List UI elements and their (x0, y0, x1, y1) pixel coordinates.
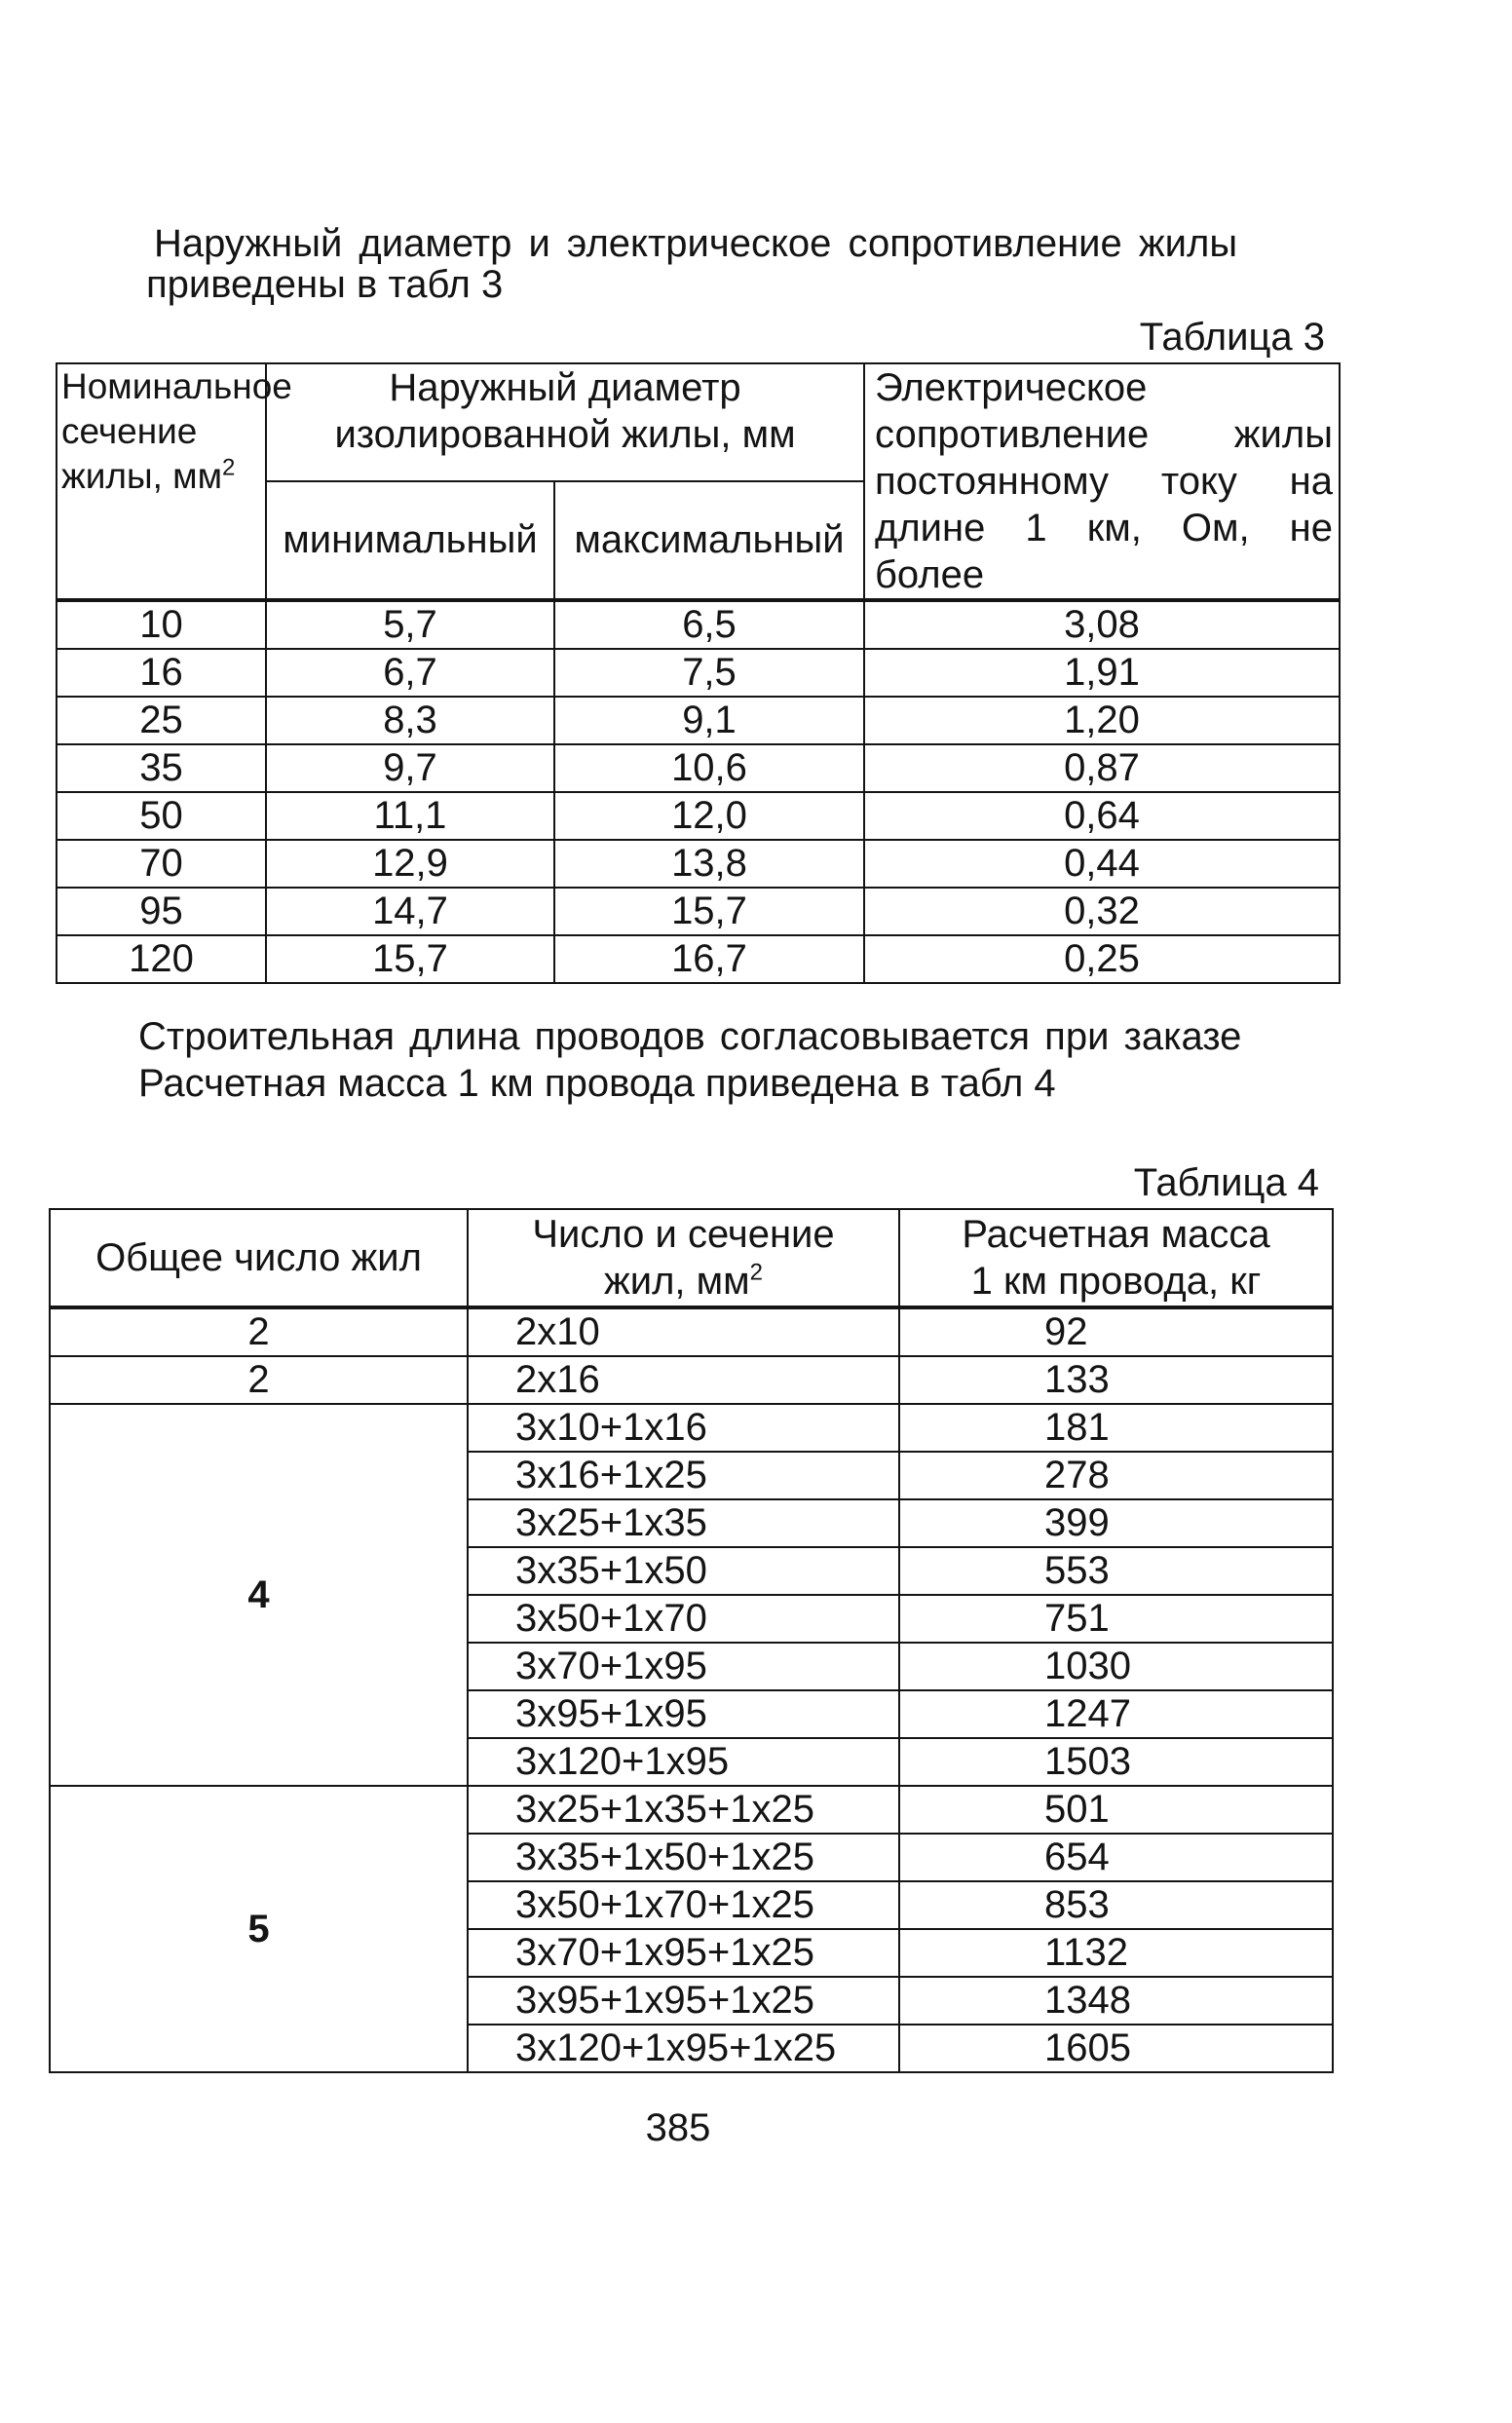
cell-section: 50 (57, 792, 266, 840)
cell-mass: 278 (899, 1452, 1333, 1499)
header-config-superscript: 2 (749, 1259, 764, 1286)
cell-resistance: 0,87 (864, 744, 1340, 792)
cell-section: 70 (57, 840, 266, 888)
cell-config: 3x120+1x95+1x25 (468, 2025, 899, 2072)
cell-min-diameter: 6,7 (266, 649, 554, 697)
cell-config: 3x50+1x70+1x25 (468, 1881, 899, 1929)
cell-section: 10 (57, 600, 266, 649)
cell-resistance: 3,08 (864, 600, 1340, 649)
header-config-line-2-text: жил, мм (603, 1260, 750, 1303)
table-row (57, 792, 1340, 840)
cell-config: 2x16 (468, 1356, 899, 1404)
intro-paragraph (146, 220, 1333, 308)
cell-config: 3x95+1x95 (468, 1690, 899, 1738)
cell-mass: 1605 (899, 2025, 1333, 2072)
cell-mass: 1132 (899, 1929, 1333, 1977)
cell-config: 3x16+1x25 (468, 1452, 899, 1499)
cell-config: 3x35+1x50 (468, 1547, 899, 1595)
table-row (57, 935, 1340, 983)
cell-mass: 92 (899, 1307, 1333, 1356)
cell-mass: 751 (899, 1595, 1333, 1643)
header-resistance: Электрическое сопротивление жилы постоянному току на длине 1 км, Ом, не более (864, 363, 1340, 600)
cell-section: 35 (57, 744, 266, 792)
header-mass-line-1: Расчетная масса (962, 1213, 1270, 1256)
intro-line-1: Наружный диаметр и электрическое сопротивление жилы (154, 222, 1238, 265)
middle-line-1: Строительная длина проводов согласовывается при заказе (138, 1015, 1242, 1058)
cell-max-diameter: 15,7 (554, 888, 864, 935)
cell-max-diameter: 13,8 (554, 840, 864, 888)
cell-mass: 1247 (899, 1690, 1333, 1738)
header-outer-diameter: Наружный диаметр изолированной жилы, мм (266, 363, 864, 481)
cell-max-diameter: 10,6 (554, 744, 864, 792)
cell-min-diameter: 14,7 (266, 888, 554, 935)
cell-config: 3x25+1x35 (468, 1499, 899, 1547)
cell-section: 95 (57, 888, 266, 935)
intro-line-2: приведены в табл 3 (146, 263, 504, 306)
cell-resistance: 0,44 (864, 840, 1340, 888)
cell-min-diameter: 9,7 (266, 744, 554, 792)
cell-resistance: 0,64 (864, 792, 1340, 840)
cell-mass: 181 (899, 1404, 1333, 1452)
table-3 (56, 362, 1341, 984)
header-config-line-1: Число и сечение (532, 1213, 835, 1256)
cell-resistance: 1,91 (864, 649, 1340, 697)
cell-mass: 501 (899, 1786, 1333, 1834)
cell-max-diameter: 12,0 (554, 792, 864, 840)
middle-paragraph (138, 1013, 1241, 1107)
cell-config: 3x70+1x95 (468, 1643, 899, 1690)
cell-resistance: 0,25 (864, 935, 1340, 983)
cell-config: 3x120+1x95 (468, 1738, 899, 1786)
header-nominal-section-text: Номинальное сечение жилы, мм (61, 366, 292, 496)
cell-section: 120 (57, 935, 266, 983)
table-row (57, 840, 1340, 888)
table-row (57, 649, 1340, 697)
table-4 (49, 1208, 1334, 2073)
page-number: 385 (645, 2106, 711, 2149)
table4-caption: Таблица 4 (1133, 1161, 1319, 1204)
table-row (50, 1404, 1333, 1452)
table3-caption: Таблица 3 (1139, 316, 1325, 359)
cell-mass: 654 (899, 1834, 1333, 1881)
cell-mass: 1030 (899, 1643, 1333, 1690)
cell-config: 3x95+1x95+1x25 (468, 1977, 899, 2025)
header-total-cores: Общее число жил (50, 1209, 468, 1307)
header-max: максимальный (554, 481, 864, 600)
cell-mass: 853 (899, 1881, 1333, 1929)
cell-max-diameter: 7,5 (554, 649, 864, 697)
cell-config: 3x35+1x50+1x25 (468, 1834, 899, 1881)
table-row (57, 744, 1340, 792)
header-mass (899, 1209, 1333, 1307)
cell-total-cores: 2 (50, 1356, 468, 1404)
header-min: минимальный (266, 481, 554, 600)
cell-min-diameter: 5,7 (266, 600, 554, 649)
header-nominal-section (57, 363, 292, 600)
table-row (50, 1356, 1333, 1404)
cell-min-diameter: 12,9 (266, 840, 554, 888)
table-row (57, 888, 1340, 935)
cell-min-diameter: 15,7 (266, 935, 554, 983)
cell-mass: 133 (899, 1356, 1333, 1404)
header-mass-line-2: 1 км провода, кг (970, 1260, 1262, 1303)
cell-mass: 1348 (899, 1977, 1333, 2025)
cell-total-cores: 2 (50, 1307, 468, 1356)
header-config (468, 1209, 899, 1307)
cell-min-diameter: 8,3 (266, 697, 554, 744)
table-row (57, 600, 1340, 649)
cell-config: 3x25+1x35+1x25 (468, 1786, 899, 1834)
cell-config: 3x50+1x70 (468, 1595, 899, 1643)
cell-total-cores: 4 (50, 1404, 468, 1786)
cell-config: 2x10 (468, 1307, 899, 1356)
cell-max-diameter: 6,5 (554, 600, 864, 649)
cell-section: 16 (57, 649, 266, 697)
table-row (57, 697, 1340, 744)
cell-max-diameter: 9,1 (554, 697, 864, 744)
header-config-line-2 (474, 1258, 892, 1305)
cell-max-diameter: 16,7 (554, 935, 864, 983)
cell-min-diameter: 11,1 (266, 792, 554, 840)
cell-section: 25 (57, 697, 266, 744)
cell-mass: 399 (899, 1499, 1333, 1547)
header-section-superscript: 2 (222, 454, 236, 481)
cell-resistance: 0,32 (864, 888, 1340, 935)
cell-total-cores: 5 (50, 1786, 468, 2072)
cell-mass: 1503 (899, 1738, 1333, 1786)
middle-line-2: Расчетная масса 1 км провода приведена в табл 4 (138, 1062, 1056, 1105)
cell-config: 3x70+1x95+1x25 (468, 1929, 899, 1977)
cell-config: 3x10+1x16 (468, 1404, 899, 1452)
cell-mass: 553 (899, 1547, 1333, 1595)
table-row (50, 1307, 1333, 1356)
cell-resistance: 1,20 (864, 697, 1340, 744)
table-row (50, 1786, 1333, 1834)
